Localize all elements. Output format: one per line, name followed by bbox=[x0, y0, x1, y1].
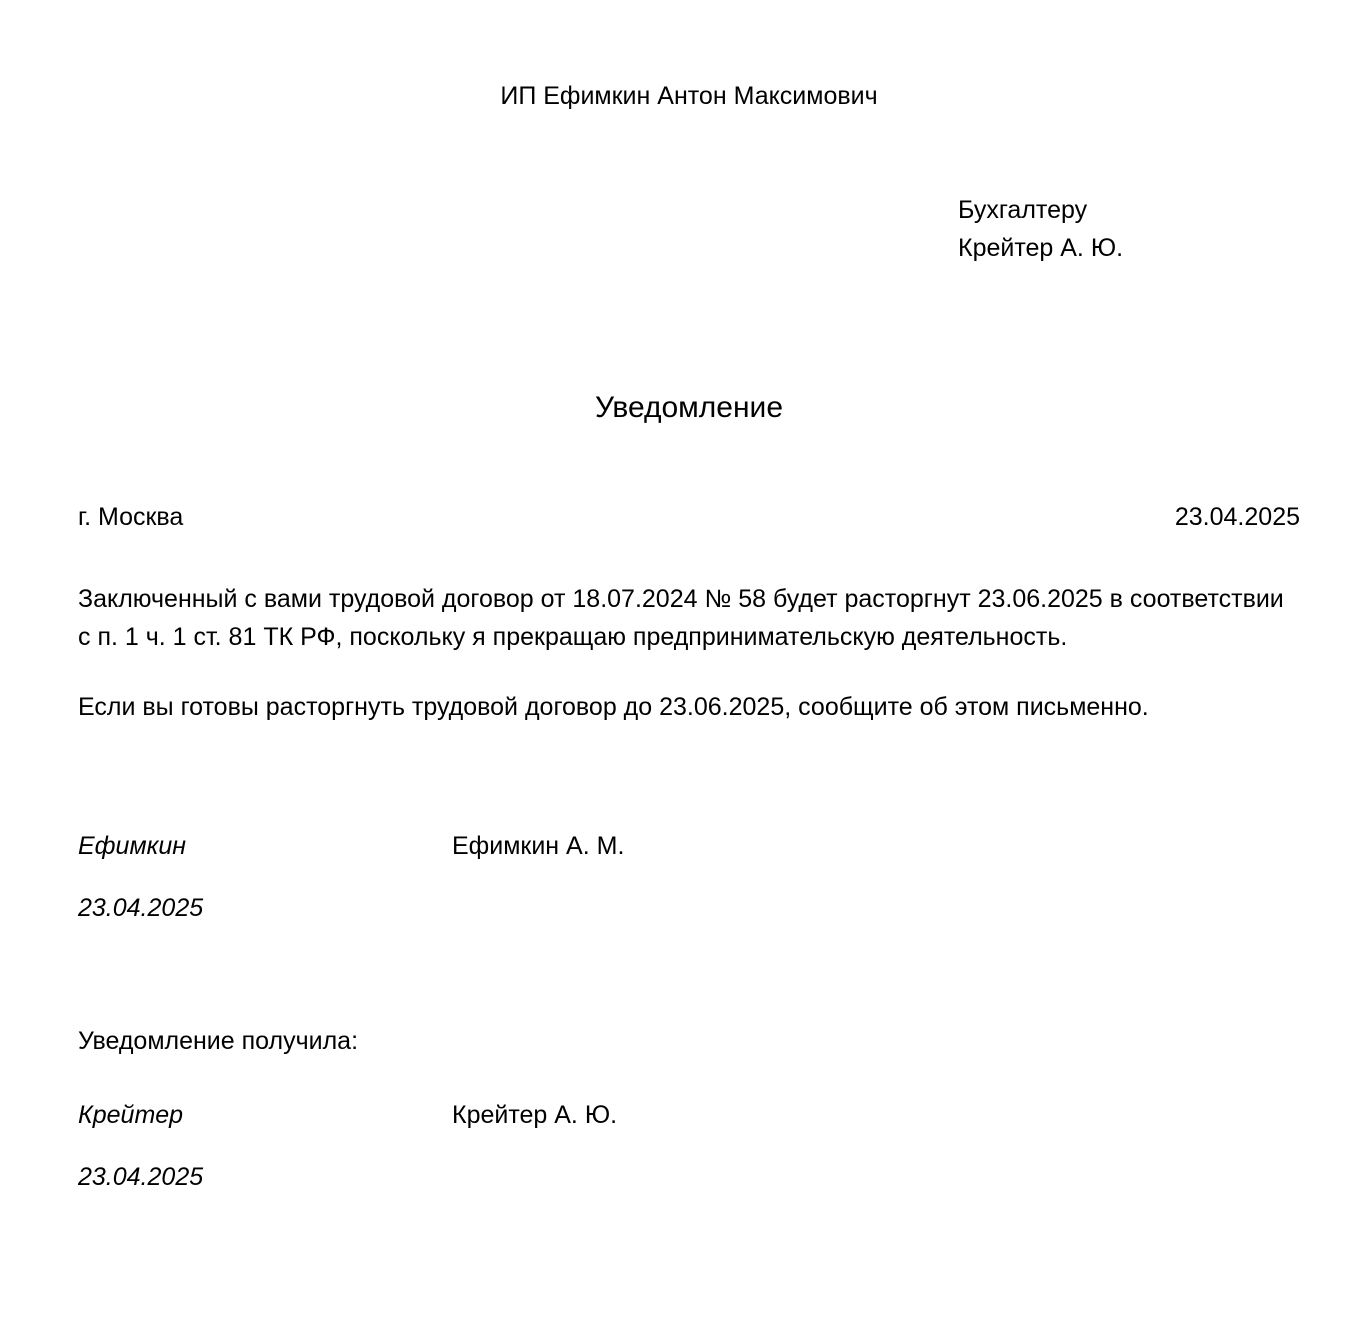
recipient-signature: Крейтер bbox=[78, 1101, 184, 1129]
author-signature-date: 23.04.2025 bbox=[78, 894, 204, 922]
author-signature: Ефимкин bbox=[78, 832, 187, 860]
addressee-name: Крейтер А. Ю. bbox=[958, 234, 1124, 262]
document-content bbox=[78, 0, 1300, 1192]
author-signature-block bbox=[78, 831, 1300, 923]
addressee-block bbox=[78, 191, 1300, 267]
author-printed-name: Ефимкин А. М. bbox=[452, 832, 625, 860]
author-signature-row bbox=[78, 831, 1300, 861]
recipient-printed-name: Крейтер А. Ю. bbox=[452, 1101, 618, 1129]
recipient-signature-date: 23.04.2025 bbox=[78, 1163, 204, 1191]
document-date: 23.04.2025 bbox=[1174, 503, 1300, 531]
organization-header: ИП Ефимкин Антон Максимович bbox=[500, 82, 878, 110]
addressee-position: Бухгалтеру bbox=[958, 196, 1088, 224]
body-paragraph-2: Если вы готовы расторгнуть трудовой договор до 23.06.2025, сообщите об этом письменно. bbox=[78, 693, 1149, 721]
body-paragraph-1: Заключенный с вами трудовой договор от 18.07.2024 № 58 будет расторгнут 23.06.2025 в соответствии с п. 1 ч. 1 ст. 81 ТК РФ, поскольку я прекращаю предпринимательскую деятельность. bbox=[78, 585, 1284, 651]
place-of-issue: г. Москва bbox=[78, 503, 184, 531]
place-date-row bbox=[78, 502, 1300, 532]
receipt-label: Уведомление получила: bbox=[78, 1027, 359, 1055]
recipient-signature-row bbox=[78, 1100, 1300, 1130]
recipient-signature-block bbox=[78, 1100, 1300, 1192]
document-title: Уведомление bbox=[594, 391, 783, 424]
